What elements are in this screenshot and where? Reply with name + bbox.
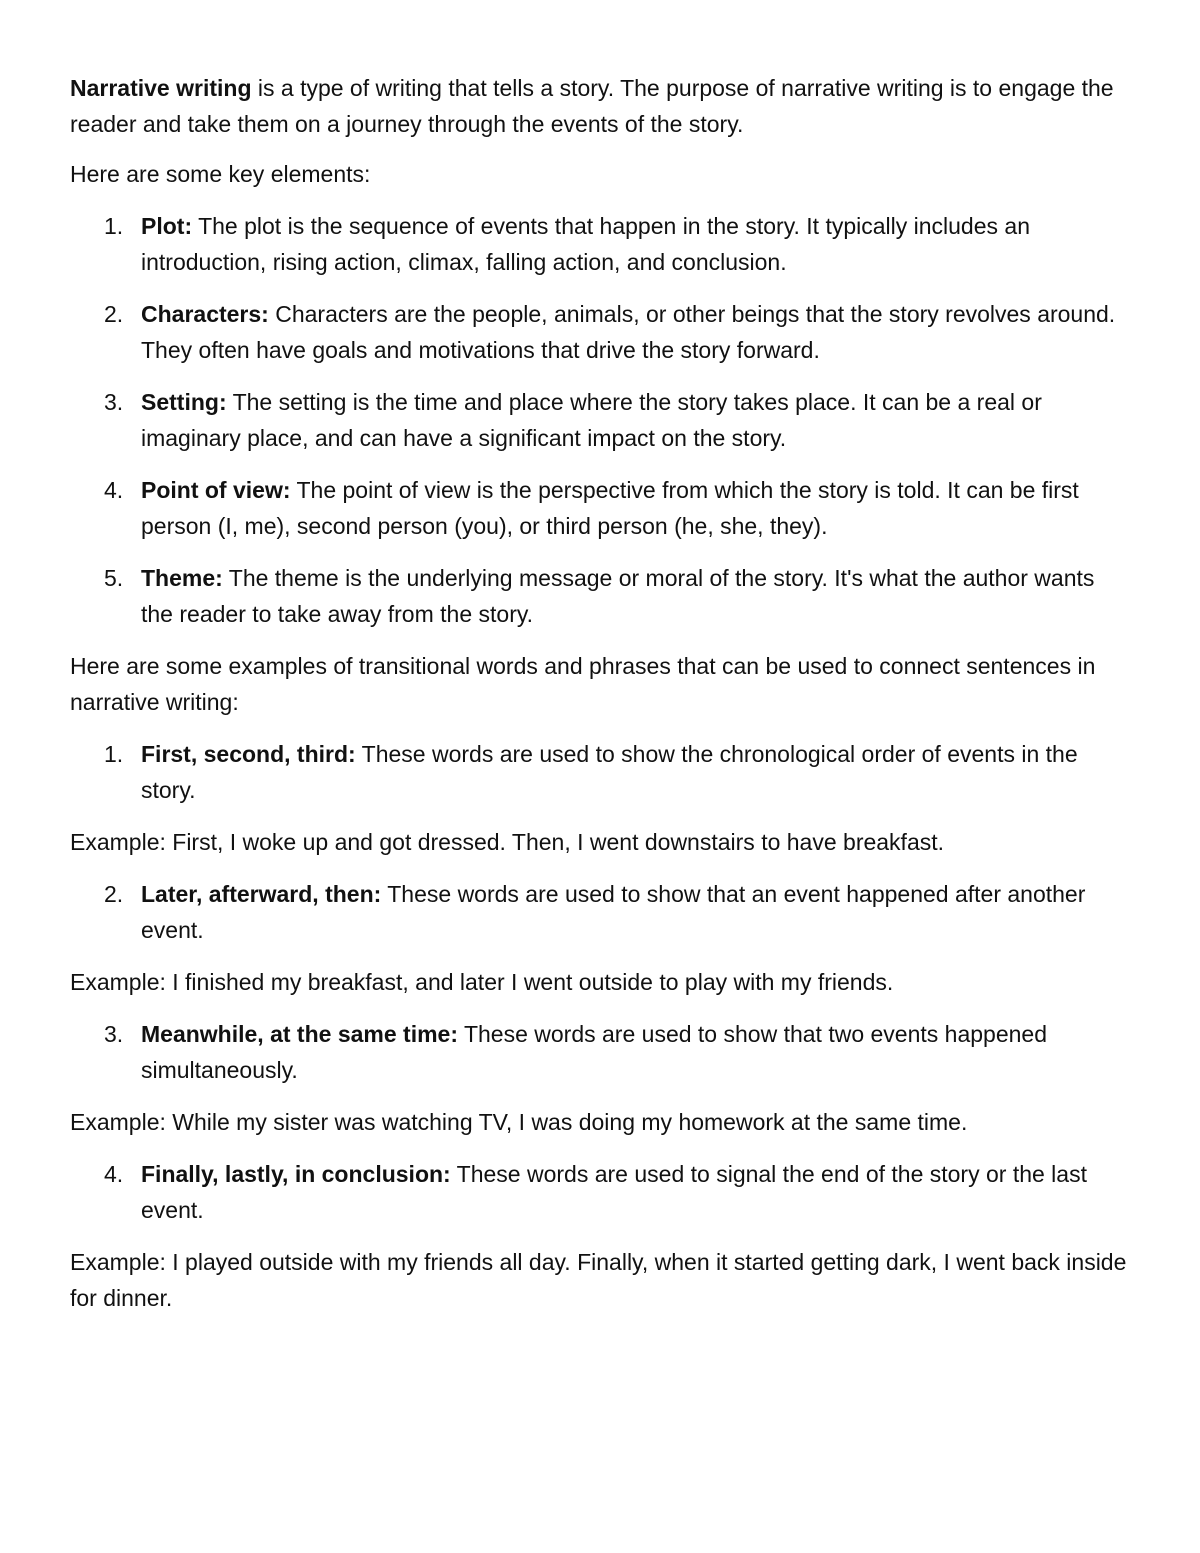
elements-intro: Here are some key elements: xyxy=(70,161,371,187)
key-elements-list xyxy=(70,208,1130,632)
list-term: Finally, lastly, in conclusion: xyxy=(141,1161,451,1187)
transitions-intro: Here are some examples of transitional words and phrases that can be used to connect sentences in narrative writing: xyxy=(70,653,1096,715)
list-text: These words are used to signal the end of the story or the last event. xyxy=(141,1161,1087,1223)
list-item xyxy=(70,296,1130,368)
intro-paragraph xyxy=(70,70,1130,142)
list-number: 4. xyxy=(104,1161,124,1187)
example-paragraph: Example: I played outside with my friends all day. Finally, when it started getting dark, I went back inside for dinner. xyxy=(70,1249,1127,1311)
list-term: Characters: xyxy=(141,301,269,327)
document-page xyxy=(70,70,1130,1332)
list-text: The point of view is the perspective from which the story is told. It can be first person (I, me), second person (you), or third person (he, she, they). xyxy=(141,477,1079,539)
list-term: Meanwhile, at the same time: xyxy=(141,1021,458,1047)
transition-list xyxy=(70,1156,1130,1228)
list-item xyxy=(70,208,1130,280)
list-item xyxy=(70,384,1130,456)
list-text: The setting is the time and place where the story takes place. It can be a real or imaginary place, and can have a significant impact on the story. xyxy=(141,389,1042,451)
list-item xyxy=(70,736,1130,808)
list-item xyxy=(70,472,1130,544)
list-item xyxy=(70,1016,1130,1088)
list-number: 1. xyxy=(104,741,124,767)
list-text: These words are used to show the chronological order of events in the story. xyxy=(141,741,1078,803)
list-term: Setting: xyxy=(141,389,227,415)
example-paragraph: Example: I finished my breakfast, and later I went outside to play with my friends. xyxy=(70,969,894,995)
list-item xyxy=(70,1156,1130,1228)
list-item xyxy=(70,560,1130,632)
list-number: 3. xyxy=(104,389,124,415)
transition-list xyxy=(70,1016,1130,1088)
transition-list xyxy=(70,736,1130,808)
list-number: 2. xyxy=(104,301,124,327)
list-text: The plot is the sequence of events that happen in the story. It typically includes an introduction, rising action, climax, falling action, and conclusion. xyxy=(141,213,1030,275)
list-term: Later, afterward, then: xyxy=(141,881,382,907)
list-term: Theme: xyxy=(141,565,223,591)
list-text: These words are used to show that an event happened after another event. xyxy=(141,881,1086,943)
list-number: 2. xyxy=(104,881,124,907)
intro-term: Narrative writing xyxy=(70,75,252,101)
list-number: 1. xyxy=(104,213,124,239)
list-term: Point of view: xyxy=(141,477,291,503)
list-text: Characters are the people, animals, or other beings that the story revolves around. They often have goals and motivations that drive the story forward. xyxy=(141,301,1116,363)
list-number: 3. xyxy=(104,1021,124,1047)
example-paragraph: Example: While my sister was watching TV, I was doing my homework at the same time. xyxy=(70,1109,968,1135)
list-term: Plot: xyxy=(141,213,193,239)
list-number: 5. xyxy=(104,565,124,591)
list-term: First, second, third: xyxy=(141,741,356,767)
list-text: The theme is the underlying message or moral of the story. It's what the author wants the reader to take away from the story. xyxy=(141,565,1095,627)
list-number: 4. xyxy=(104,477,124,503)
list-text: These words are used to show that two events happened simultaneously. xyxy=(141,1021,1047,1083)
intro-text: is a type of writing that tells a story. The purpose of narrative writing is to engage the reader and take them on a journey through the events of the story. xyxy=(70,75,1114,137)
example-paragraph: Example: First, I woke up and got dressed. Then, I went downstairs to have breakfast. xyxy=(70,829,945,855)
list-item xyxy=(70,876,1130,948)
transition-list xyxy=(70,876,1130,948)
